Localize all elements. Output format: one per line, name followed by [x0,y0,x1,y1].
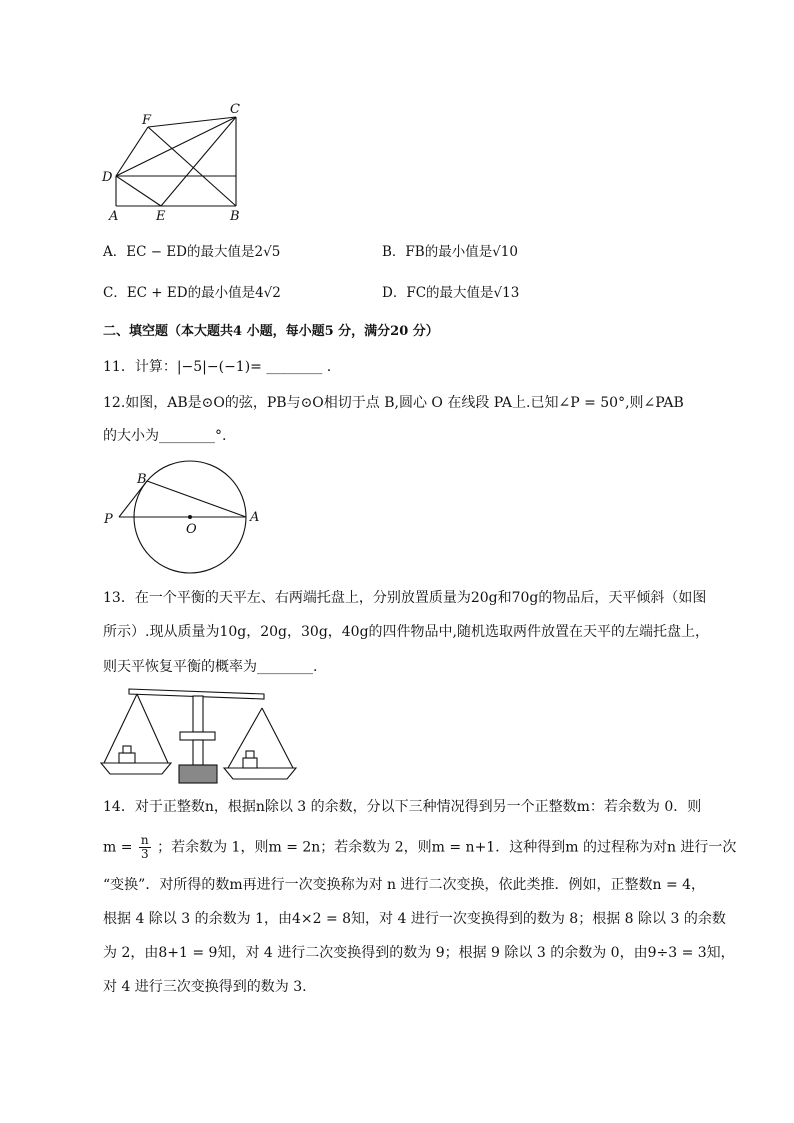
question-13-line3: 则天平恢复平衡的概率为________. [103,659,318,675]
label-B: B [230,209,240,224]
right-string-2 [262,708,293,768]
left-weight-knob [123,746,131,753]
post-lower [193,740,203,765]
m-equals: m = [103,839,133,856]
section-title: 二、填空题（本大题共4 小题，每小题5 分，满分20 分） [103,324,439,339]
right-weight-body [243,758,257,768]
left-pan [101,763,171,774]
post-collar [180,732,215,740]
label-A2: A [250,510,260,525]
option-a: A．EC − ED的最大值是2√5 [103,244,281,260]
question-11: 11．计算：|−5|−(−1)= ________ . [103,359,332,375]
question-14-line3: “变换”．对所得的数m再进行一次变换称为对 n 进行二次变换，依此类推．例如，正整数n = 4， [103,877,706,893]
option-c: C．EC + ED的最小值是4√2 [103,285,281,301]
fraction-n-over-3 [139,834,151,861]
question-14-line5: 为 2，由8+1 = 9知，对 4 进行二次变换得到的数为 9；根据 9 除以 3 的余数为 0，由9÷3 = 3知， [103,945,735,961]
right-weight-knob [246,751,254,758]
label-O: O [186,522,197,537]
label-A: A [109,209,119,224]
question-12-line1: 12.如图，AB是⊙O的弦，PB与⊙O相切于点 B,圆心 O 在线段 PA上.已知∠P = 50°,则∠PAB [103,395,684,411]
label-F: F [142,113,152,128]
question-14-line6: 对 4 进行三次变换得到的数为 3. [103,979,307,995]
option-b: B．FB的最小值是√10 [382,244,518,260]
label-P: P [104,512,113,527]
option-d: D．FC的最大值是√13 [382,285,520,301]
base [179,765,217,783]
label-C: C [230,102,240,117]
fraction-numerator: n [140,833,149,847]
question-14-line4: 根据 4 除以 3 的余数为 1，由4×2 = 8知，对 4 进行一次变换得到的数为 8；根据 8 除以 3 的余数 [103,911,726,927]
left-weight-body [119,753,135,763]
label-B2: B [137,472,147,487]
post-upper [193,696,203,732]
left-string-2 [137,694,168,763]
fraction-denominator: 3 [140,847,149,861]
right-pan [224,768,296,779]
question-14-line1: 14．对于正整数n，根据n除以 3 的余数，分以下三种情况得到另一个正整数m：若余数为 0．则 [103,799,702,815]
q14-line2-rest: ；若余数为 1，则m = 2n；若余数为 2，则m = n+1．这种得到m 的过程称为对n 进行一次 [157,839,737,856]
question-14-line2 [103,834,736,861]
question-13-line2: 所示）.现从质量为10g，20g，30g，40g的四件物品中,随机选取两件放置在天平的左端托盘上， [103,624,710,640]
question-12-line2: 的大小为________°. [103,428,227,444]
question-13-line1: 13．在一个平衡的天平左、右两端托盘上，分别放置质量为20g和70g的物品后，天平倾斜（如图 [103,590,707,606]
label-D: D [102,170,113,185]
label-E: E [156,209,166,224]
